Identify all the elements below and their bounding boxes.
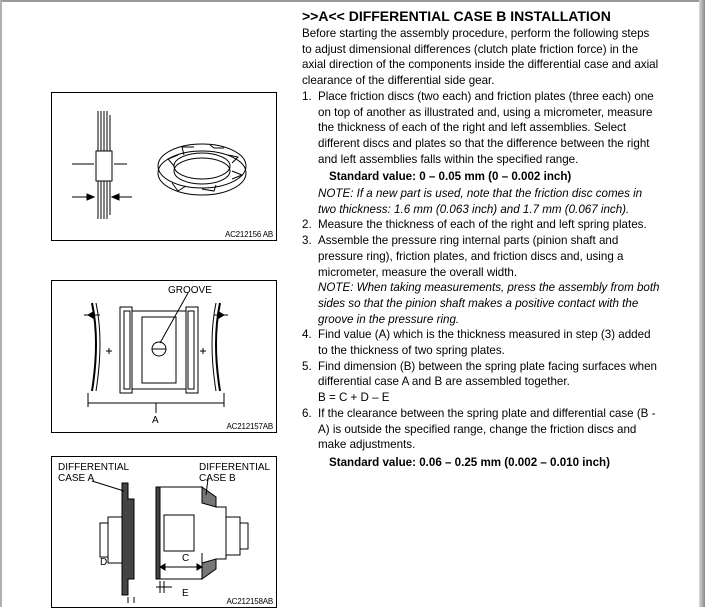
case-b-label-line1: DIFFERENTIAL [199,462,271,473]
note-friction-disc: NOTE: If a new part is used, note that the friction disc comes in two thickness: 1.6 mm (0.063 inch) and 1.7 mm (0.067 inch). [318,187,643,216]
step-list [302,217,662,280]
note-measurement: NOTE: When taking measurements, press the assembly from both sides so that the pinion shaft makes a positive contact with the groove in the pressure ring. [318,281,660,326]
step-list [302,406,662,453]
step-3 [302,233,662,280]
dimension-c-label: C [182,553,190,564]
window-frame-left [0,0,2,607]
figure-friction-stack [51,92,277,241]
case-b-label-line2: CASE B [199,473,236,484]
step-text: Measure the thickness of each of the right and left spring plates. [318,218,647,232]
step-4 [302,327,662,358]
step-list [302,89,662,168]
step-list [302,327,662,390]
dimension-e-label: E [182,588,189,599]
case-a-label [58,462,129,484]
step-text: If the clearance between the spring plate and differential case (B - A) is outside the specified range, change the friction discs and make adjustments. [318,406,656,452]
step-number: 2. [302,218,312,232]
step-2 [302,217,662,233]
step-1 [302,89,662,168]
case-b-label [199,462,270,484]
groove-label: GROOVE [168,285,212,296]
dimension-a-label: A [152,415,159,426]
figure-code: AC212157AB [226,422,273,431]
assembly-width-illustration [52,281,276,432]
step-number: 3. [302,234,312,248]
figure-code: AC212156 AB [224,230,273,239]
step-6 [302,406,662,453]
figure-code: AC212158AB [226,597,273,606]
figure-differential-cases [51,456,277,608]
intro-paragraph: Before starting the assembly procedure, perform the following steps to adjust dimensional differences (clutch plate friction force) in the axial direction of the components inside the differential case and axial clearance of the differential side gear. [302,27,659,88]
procedure-text [302,8,662,472]
step-text: Assemble the pressure ring internal parts (pinion shaft and pressure ring), friction plates, and friction discs and, using a micrometer, measure the overall width. [318,234,624,279]
case-a-label-line2: CASE A [58,473,95,484]
section-title: >>A<< DIFFERENTIAL CASE B INSTALLATION [302,8,611,24]
step-number: 5. [302,359,312,373]
step-number: 4. [302,328,312,342]
figure-assembly-width [51,280,277,433]
standard-value-1: Standard value: 0 – 0.05 mm (0 – 0.002 inch) [329,170,572,184]
standard-value-2: Standard value: 0.06 – 0.25 mm (0.002 – 0.010 inch) [329,455,610,469]
step-text: Find value (A) which is the thickness measured in step (3) added to the thickness of two spring plates. [318,328,651,358]
case-a-label-line1: DIFFERENTIAL [58,462,130,473]
step-5 [302,359,662,390]
step-number: 1. [302,89,312,103]
window-frame-right [699,0,705,607]
step-text: Place friction discs (two each) and friction plates (three each) one on top of another as illustrated and, using a micrometer, measure the thickness of each of the right and left assemblies. Select different discs and plates so that the difference between the right and left assemblies falls within the specified range. [318,89,654,166]
dimension-d-label: D [100,557,108,568]
window-frame-top [0,0,705,2]
step-number: 6. [302,406,312,420]
friction-stack-illustration [52,93,276,240]
step-text: Find dimension (B) between the spring plate facing surfaces when differential case A and B are assembled together. [318,359,657,389]
formula-b: B = C + D – E [318,391,390,405]
